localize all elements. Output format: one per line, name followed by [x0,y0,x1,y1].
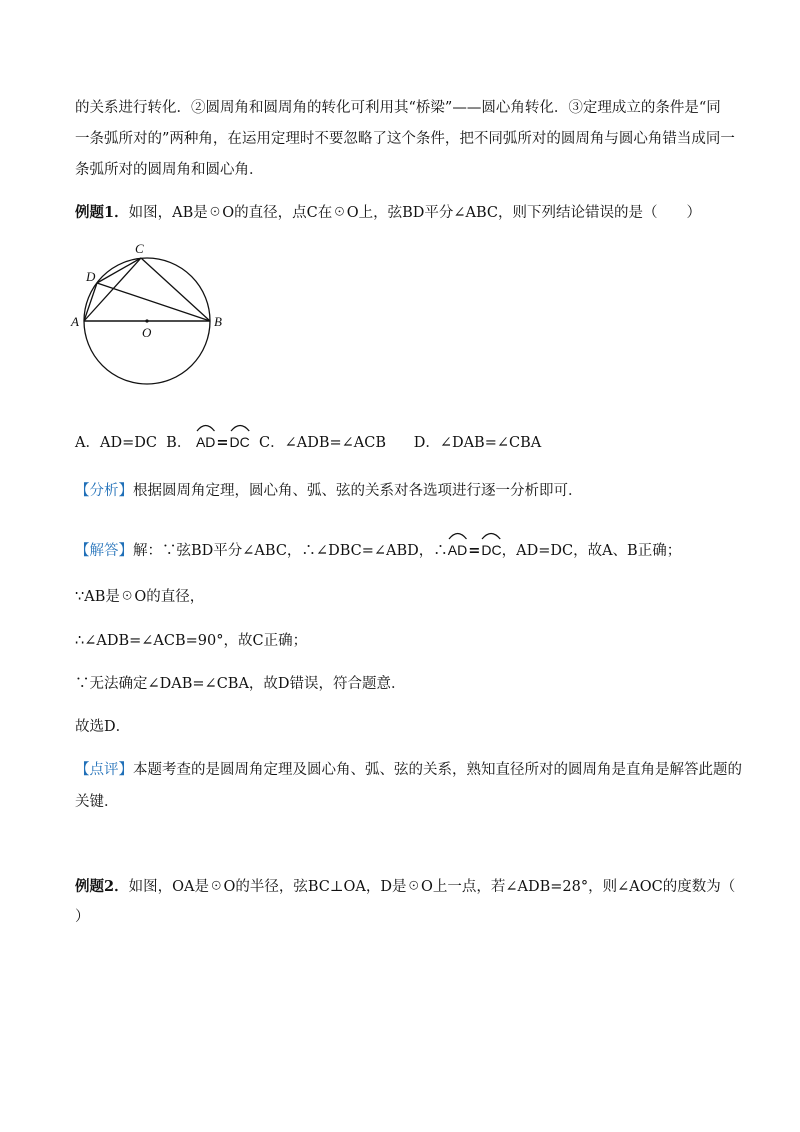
label-b: B [214,314,222,329]
example1-label: 例题1． [75,204,129,221]
solution-arc-ad: AD [448,536,467,560]
solution-tag: 【解答】 [75,543,133,559]
example2-question-text: 如图，OA是☉O的半径，弦BC⊥OA，D是☉O上一点，若∠ADB=28°，则∠AOC的度数为（ [128,879,736,895]
solution-arc-equals: = [468,542,481,559]
label-d: D [86,269,96,284]
solution-line-1 [75,536,681,561]
solution-line-3: ∴∠ADB=∠ACB=90°，故C正确； [75,633,308,649]
label-a: A [71,314,79,329]
comment-line-2: 关键． [75,794,119,810]
chord-ad [84,283,97,321]
chord-bd [97,283,210,321]
example2-label: 例题2． [75,878,129,895]
label-o: O [142,325,152,340]
solution-arc-dc: DC [481,536,501,560]
example1-question [75,203,701,223]
solution-line-5: 故选D． [75,719,131,735]
solution-text-b: ，AD=DC，故A、B正确； [501,543,682,559]
center-point [145,319,148,322]
circle-figure [68,235,238,395]
intro-line-3: 条弧所对的圆周角和圆心角． [75,162,264,178]
option-a: A．AD=DC [75,435,157,451]
analysis-line [75,481,583,501]
intro-line-2: 一条弧所对的”两种角，在运用定理时不要忽略了这个条件，把不同弧所对的圆周角与圆心角错当成同一 [75,131,735,147]
option-b-prefix: B． [166,435,192,451]
solution-line-4: ∵无法确定∠DAB=∠CBA，故D错误，符合题意． [75,676,406,692]
solution-text-a: 解：∵弦BD平分∠ABC，∴∠DBC=∠ABD，∴ [133,543,448,559]
comment-text: 本题考查的是圆周角定理及圆心角、弧、弦的关系，熟知直径所对的圆周角是直角是解答此题的 [133,762,742,778]
arc-ad: AD [196,428,215,452]
example1-question-text: 如图，AB是☉O的直径，点C在☉O上，弦BD平分∠ABC，则下列结论错误的是（ ） [128,205,702,221]
arc-equals: = [216,434,229,451]
comment-tag: 【点评】 [75,762,133,778]
solution-line-2: ∵AB是☉O的直径， [75,589,205,605]
analysis-text: 根据圆周角定理，圆心角、弧、弦的关系对各选项进行逐一分析即可． [133,483,583,499]
arc-dc: DC [230,428,250,452]
chord-bc [141,258,210,321]
label-c: C [135,241,144,256]
comment-line-1 [75,760,742,780]
option-c: C．∠ADB=∠ACB [259,435,387,451]
example1-options [75,428,541,453]
option-d: D．∠DAB=∠CBA [413,435,542,451]
example2-question-end: ） [75,909,90,925]
chord-dc [97,258,141,283]
intro-line-1: 的关系进行转化．②圆周角和圆周角的转化可利用其“桥梁”——圆心角转化．③定理成立的条件是“同 [75,100,721,116]
analysis-tag: 【分析】 [75,483,133,499]
example2-question [75,877,735,897]
